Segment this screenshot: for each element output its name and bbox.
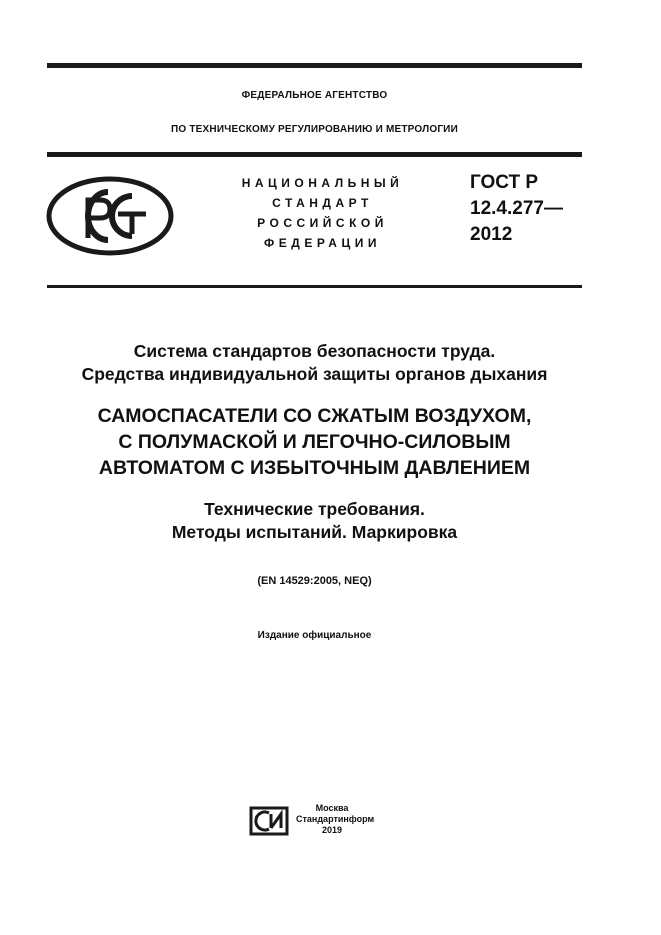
subtitle-line-2: Методы испытаний. Маркировка (171, 522, 458, 542)
series-title (47, 340, 582, 386)
gost-line-1: ГОСТ Р (470, 172, 539, 193)
publisher-block (296, 803, 375, 836)
official-edition: Издание официальное (257, 630, 372, 641)
gost-line-2: 12.4.277— (470, 198, 563, 219)
national-line-2: СТАНДАРТ (272, 196, 373, 210)
national-line-3: РОССИЙСКОЙ (257, 216, 388, 230)
main-title-line-1: САМОСПАСАТЕЛИ СО СЖАТЫМ ВОЗДУХОМ, (97, 405, 532, 427)
standartinform-logo (249, 806, 289, 836)
main-title (47, 403, 582, 481)
main-title-line-2: С ПОЛУМАСКОЙ И ЛЕГОЧНО-СИЛОВЫМ (118, 431, 511, 453)
standard-block-rule (47, 285, 582, 288)
gost-line-3: 2012 (470, 224, 513, 245)
subtitle (47, 498, 582, 544)
national-line-4: ФЕДЕРАЦИИ (264, 236, 381, 250)
en-reference: (EN 14529:2005, NEQ) (257, 575, 372, 587)
publisher-city: Москва (315, 803, 349, 813)
publisher-name: Стандартинформ (296, 814, 375, 824)
rst-certification-logo (46, 176, 174, 256)
main-title-line-3: АВТОМАТОМ С ИЗБЫТОЧНЫМ ДАВЛЕНИЕМ (98, 457, 531, 479)
gost-designation (470, 170, 563, 248)
national-standard-label (220, 173, 425, 253)
publisher-year: 2019 (321, 825, 343, 835)
agency-line-1: ФЕДЕРАЛЬНОЕ АГЕНТСТВО (241, 90, 388, 101)
national-line-1: НАЦИОНАЛЬНЫЙ (241, 176, 404, 190)
top-rule (47, 63, 582, 68)
series-title-line-1: Система стандартов безопасности труда. (133, 341, 496, 361)
subtitle-line-1: Технические требования. (204, 499, 425, 519)
header-rule (47, 152, 582, 157)
agency-line-2: ПО ТЕХНИЧЕСКОМУ РЕГУЛИРОВАНИЮ И МЕТРОЛОГИИ (171, 124, 458, 135)
series-title-line-2: Средства индивидуальной защиты органов дыхания (81, 364, 548, 384)
